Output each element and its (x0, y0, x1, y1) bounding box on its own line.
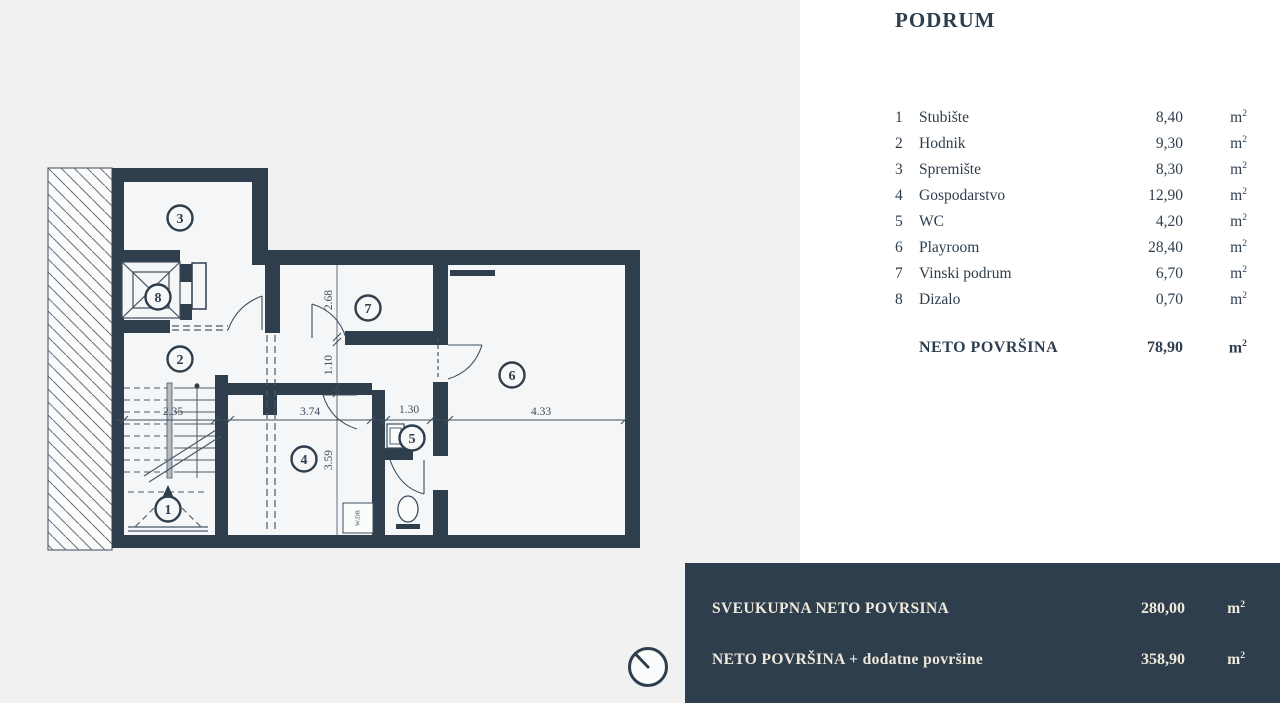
net-area-total-row (895, 338, 1247, 357)
totals-summary-panel (685, 563, 1280, 703)
summary-row-net-plus-additional (712, 650, 1245, 694)
room-area: 8,30 (1155, 161, 1183, 179)
room-area: 0,70 (1155, 291, 1183, 309)
room-index: 7 (895, 265, 903, 283)
table-row (895, 264, 1247, 290)
room-number-1: 1 (164, 503, 172, 518)
table-row (895, 238, 1247, 264)
net-area-value: 78,90 (1147, 339, 1183, 357)
net-area-unit: $m^2$ (1228, 338, 1247, 357)
room-index: 4 (895, 187, 903, 205)
room-name: Stubište (919, 109, 969, 127)
net-area-label: NETO POVRŠINA (919, 339, 1059, 357)
room-name: Hodnik (919, 135, 966, 153)
room-marker-4 (292, 447, 317, 472)
room-marker-6 (500, 363, 525, 388)
summary-label: SVEUKUPNA NETO POVRSINA (712, 600, 950, 618)
room-area: 28,40 (1148, 239, 1183, 257)
summary-value: 280,00 (1141, 600, 1185, 618)
dim-label-h3: 1.30 (398, 404, 420, 416)
page-title: PODRUM (895, 8, 996, 32)
table-row (895, 134, 1247, 160)
room-index: 5 (895, 213, 903, 231)
summary-unit: $m^2$ (1227, 650, 1245, 669)
room-area-unit: $m^2$ (1230, 108, 1247, 127)
room-number-8: 8 (154, 291, 162, 306)
room-name: Dizalo (919, 291, 961, 309)
room-number-6: 6 (508, 369, 516, 384)
dim-label-v2: 1.10 (323, 354, 335, 376)
table-row (895, 212, 1247, 238)
room-area: 9,30 (1155, 135, 1183, 153)
room-schedule (895, 108, 1247, 316)
north-marker-icon (626, 645, 670, 689)
room-index: 3 (895, 161, 903, 179)
dim-label-v1: 2.68 (323, 289, 335, 311)
room-marker-1 (156, 497, 181, 522)
room-number-7: 7 (364, 302, 372, 317)
dim-label-h1: 2.35 (162, 406, 184, 418)
table-row (895, 290, 1247, 316)
room-area-unit: $m^2$ (1230, 238, 1247, 257)
room-name: Playroom (919, 239, 980, 257)
room-name: Vinski podrum (919, 265, 1012, 283)
room-name: Spremište (919, 161, 981, 179)
room-area-unit: $m^2$ (1230, 212, 1247, 231)
washer-dryer-label: W.DR (354, 509, 362, 527)
floor-plan-drawing (40, 160, 660, 570)
wall-slit (450, 265, 495, 270)
room-marker-7 (356, 296, 381, 321)
room-number-4: 4 (300, 453, 308, 468)
room-index: 6 (895, 239, 903, 257)
room-area: 12,90 (1148, 187, 1183, 205)
room-area-unit: $m^2$ (1230, 290, 1247, 309)
room-index: 8 (895, 291, 903, 309)
room-number-3: 3 (176, 212, 184, 227)
room-area: 4,20 (1155, 213, 1183, 231)
dim-label-h2: 3.74 (299, 406, 321, 418)
table-row (895, 186, 1247, 212)
room-area-unit: $m^2$ (1230, 264, 1247, 283)
hatched-wall-strip (48, 168, 112, 550)
summary-label: NETO POVRŠINA + dodatne površine (712, 651, 984, 669)
room-index: 1 (895, 109, 903, 127)
dim-label-h4: 4.33 (530, 406, 552, 418)
door-leaf-room3 (192, 263, 206, 309)
summary-unit: $m^2$ (1227, 599, 1245, 618)
room-area-unit: $m^2$ (1230, 186, 1247, 205)
room-area: 8,40 (1155, 109, 1183, 127)
room-number-2: 2 (176, 353, 184, 368)
dim-label-v3: 3.59 (323, 449, 335, 471)
table-row (895, 160, 1247, 186)
room-name: WC (919, 213, 944, 231)
summary-value: 358,90 (1141, 651, 1185, 669)
room-marker-8 (146, 285, 171, 310)
room-area: 6,70 (1155, 265, 1183, 283)
room-name: Gospodarstvo (919, 187, 1006, 205)
room-marker-3 (168, 206, 193, 231)
toilet-symbol (396, 496, 420, 529)
room-marker-2 (168, 347, 193, 372)
table-row (895, 108, 1247, 134)
room-number-5: 5 (408, 432, 416, 447)
room-marker-5 (400, 426, 425, 451)
room-index: 2 (895, 135, 903, 153)
room-area-unit: $m^2$ (1230, 160, 1247, 179)
room-area-unit: $m^2$ (1230, 134, 1247, 153)
summary-row-total-net (712, 599, 1245, 643)
washer-dryer-symbol (343, 503, 373, 533)
